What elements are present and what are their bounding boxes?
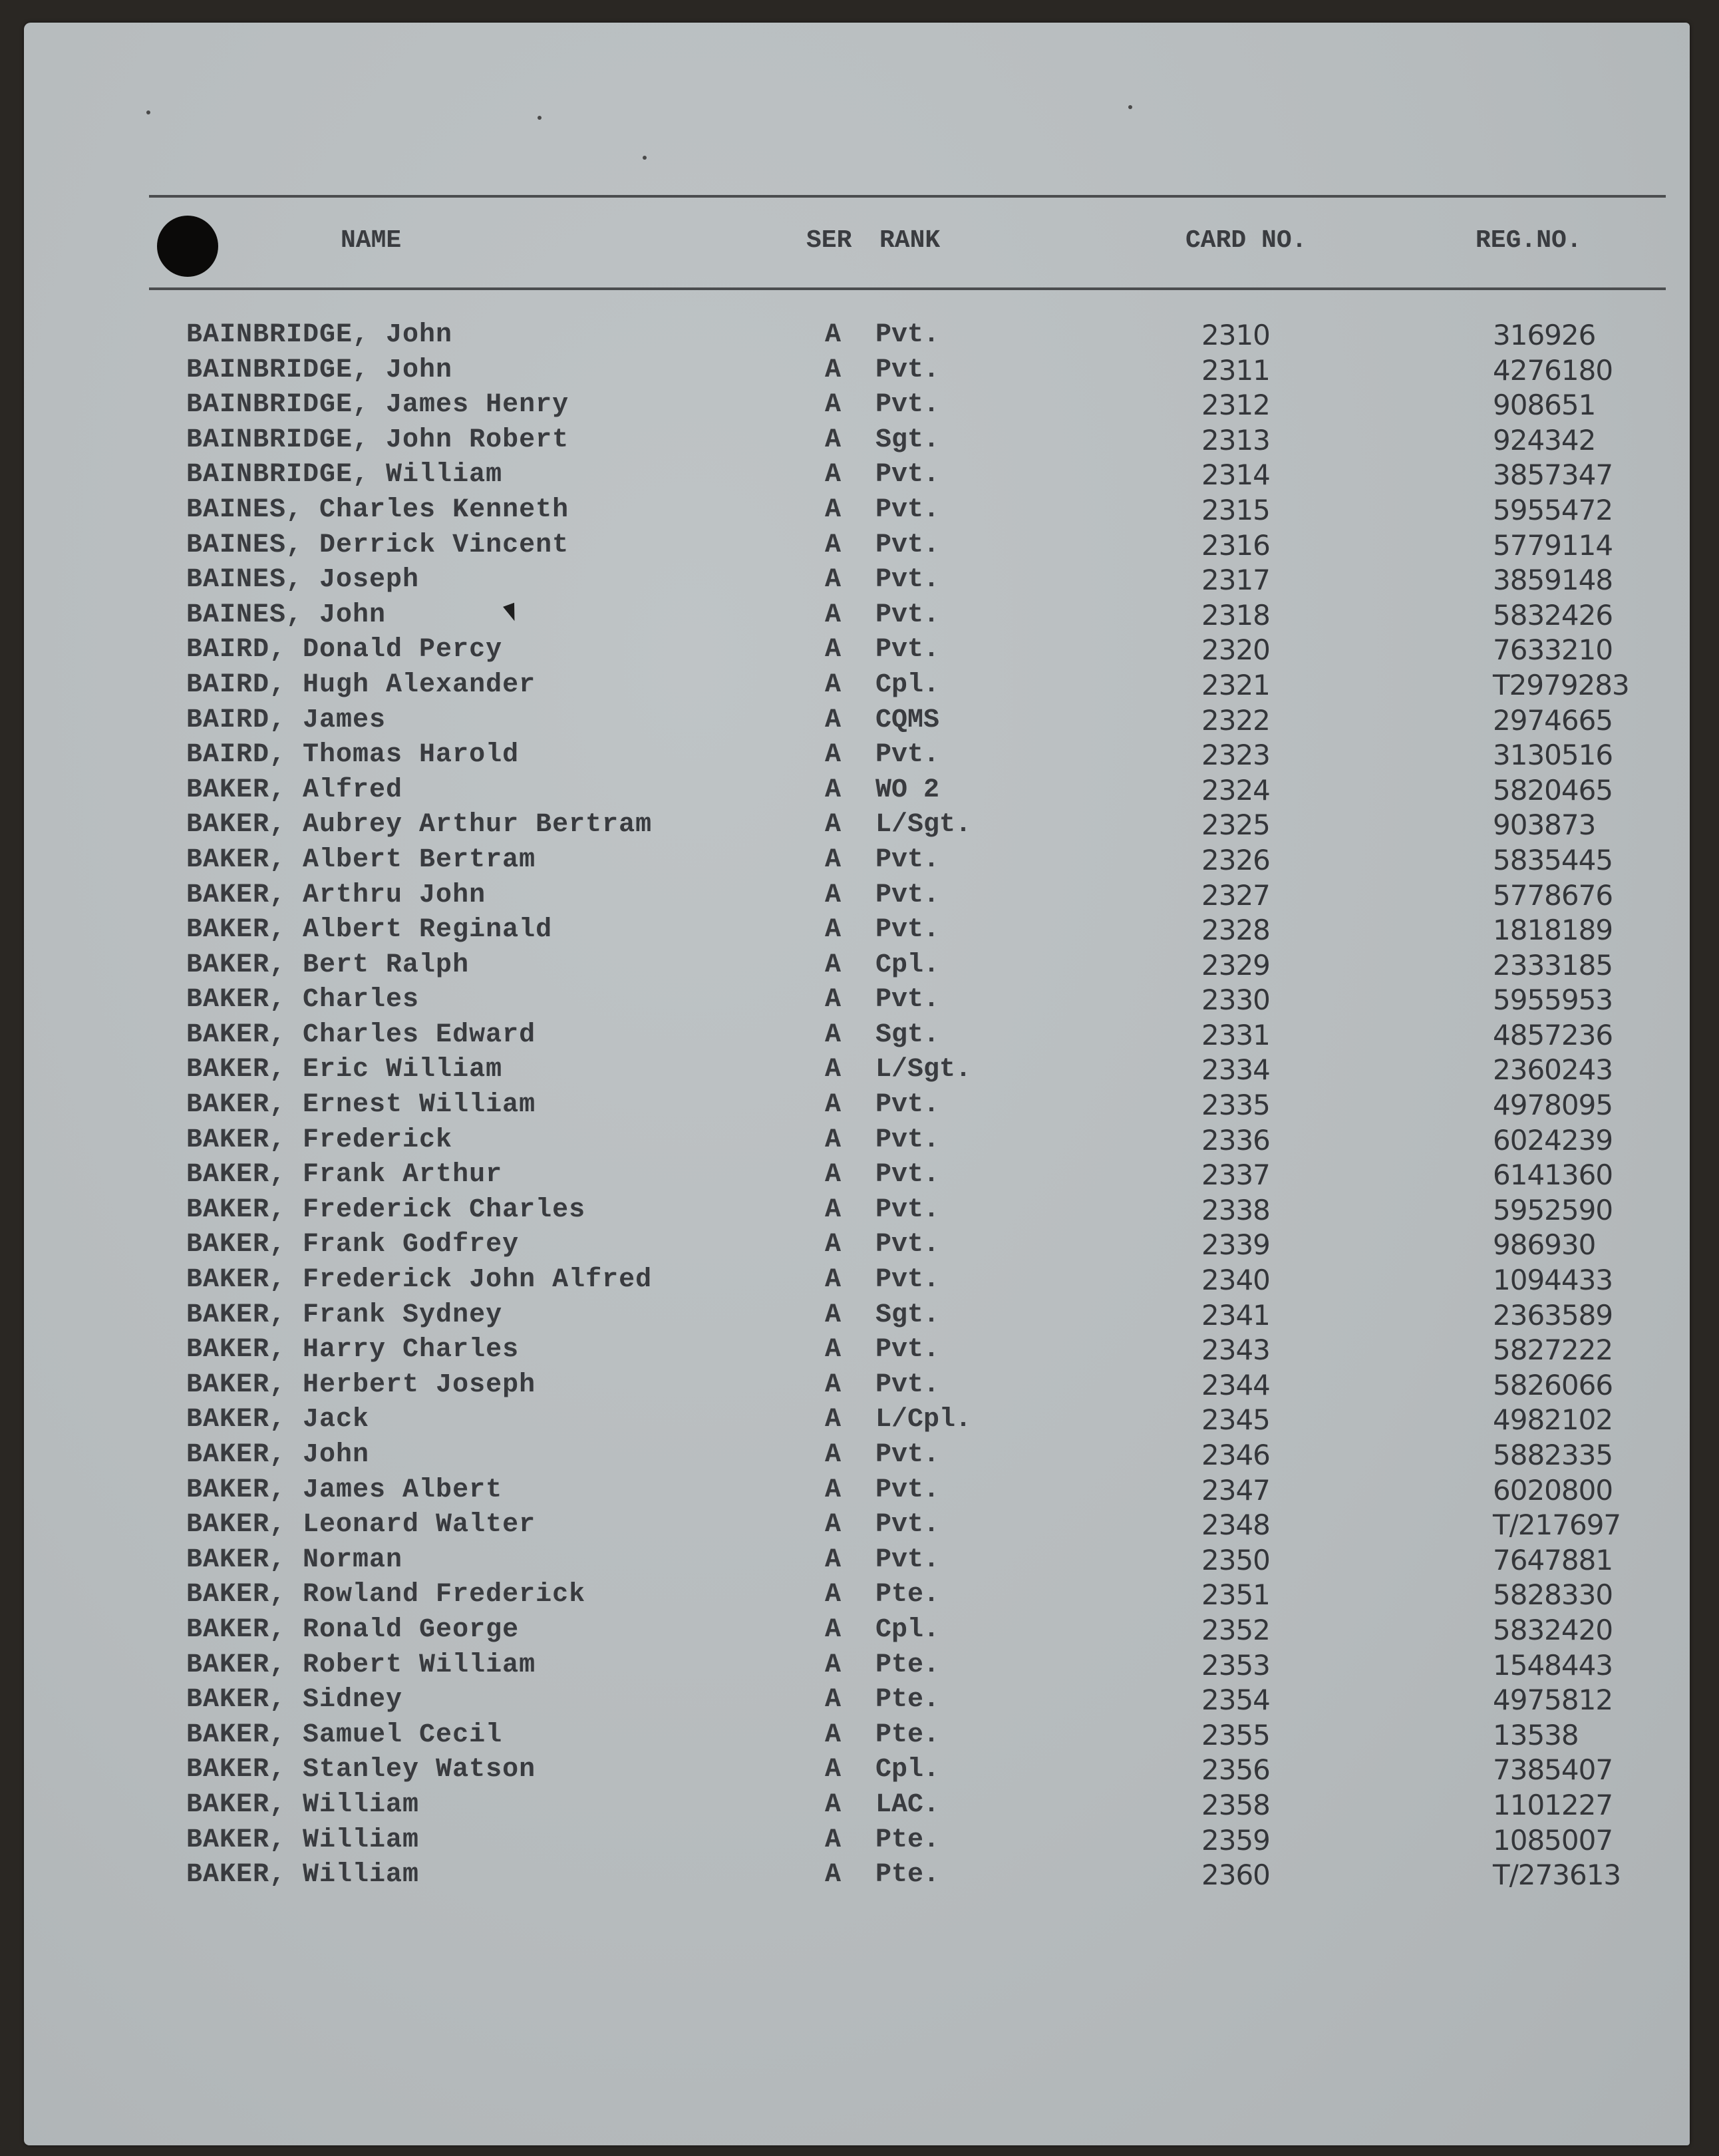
row-reg-no: 3130516 [1493, 739, 1613, 772]
row-card-no: 2339 [1201, 1228, 1270, 1262]
row-rank: Pvt. [875, 635, 940, 665]
row-ser: A [825, 985, 842, 1015]
header-reg-no: REG.NO. [1476, 226, 1582, 255]
row-card-no: 2327 [1201, 878, 1270, 912]
row-card-no: 2348 [1201, 1509, 1270, 1542]
row-card-no: 2354 [1201, 1684, 1270, 1717]
row-name: BAKER, Alfred [186, 775, 403, 805]
table-row [0, 1263, 1719, 1298]
table-row [0, 1473, 1719, 1509]
row-reg-no: 4857236 [1493, 1018, 1613, 1051]
row-ser: A [825, 1719, 842, 1750]
row-name: BAKER, Robert William [186, 1650, 536, 1680]
header-top-rule [149, 195, 1666, 198]
row-card-no: 2335 [1201, 1089, 1270, 1122]
paper-speck [643, 156, 647, 160]
row-card-no: 2355 [1201, 1718, 1270, 1751]
header-bottom-rule [149, 287, 1666, 290]
row-ser: A [825, 1265, 842, 1296]
row-rank: Pvt. [875, 1125, 940, 1155]
row-reg-no: 316926 [1493, 319, 1596, 351]
row-ser: A [825, 494, 842, 525]
row-card-no: 2337 [1201, 1159, 1270, 1192]
table-row [0, 423, 1719, 458]
row-ser: A [825, 1160, 842, 1190]
row-ser: A [825, 1019, 842, 1050]
row-name: BAKER, Jack [186, 1405, 370, 1435]
row-name: BAKER, Ernest William [186, 1090, 536, 1121]
table-row [0, 598, 1719, 633]
row-name: BAKER, Aubrey Arthur Bertram [186, 810, 653, 840]
row-reg-no: T2979283 [1493, 668, 1629, 701]
row-reg-no: 5955953 [1493, 984, 1613, 1017]
row-name: BAKER, Harry Charles [186, 1335, 520, 1365]
row-card-no: 2351 [1201, 1578, 1270, 1612]
row-ser: A [825, 1369, 842, 1400]
table-row [0, 1823, 1719, 1859]
row-card-no: 2338 [1201, 1193, 1270, 1226]
table-row [0, 878, 1719, 914]
row-reg-no: 2974665 [1493, 703, 1613, 737]
row-name: BAKER, Frank Arthur [186, 1160, 503, 1190]
row-name: BAKER, Frederick Charles [186, 1194, 586, 1225]
table-row [0, 738, 1719, 773]
row-name: BAINBRIDGE, William [186, 460, 503, 490]
row-rank: L/Cpl. [875, 1405, 972, 1435]
row-rank: Pvt. [875, 494, 940, 525]
row-ser: A [825, 425, 842, 455]
row-name: BAKER, Frederick [186, 1125, 453, 1155]
row-rank: WO 2 [875, 775, 940, 805]
row-reg-no: 2360243 [1493, 1053, 1613, 1087]
row-ser: A [825, 1055, 842, 1085]
row-name: BAIRD, Hugh Alexander [186, 669, 536, 700]
row-name: BAKER, James Albert [186, 1475, 503, 1505]
row-card-no: 2344 [1201, 1368, 1270, 1401]
row-reg-no: 4975812 [1493, 1684, 1613, 1717]
row-card-no: 2321 [1201, 668, 1270, 701]
row-name: BAINES, Derrick Vincent [186, 530, 569, 560]
row-name: BAKER, Stanley Watson [186, 1755, 536, 1785]
row-ser: A [825, 1125, 842, 1155]
row-ser: A [825, 600, 842, 630]
header-rank: RANK [879, 226, 941, 255]
row-card-no: 2326 [1201, 843, 1270, 876]
row-card-no: 2356 [1201, 1753, 1270, 1787]
column-headers [0, 226, 1719, 260]
row-rank: Pvt. [875, 320, 940, 350]
row-ser: A [825, 1440, 842, 1470]
row-rank: LAC. [875, 1789, 940, 1820]
row-reg-no: 6020800 [1493, 1473, 1613, 1507]
table-row [0, 633, 1719, 668]
row-rank: Cpl. [875, 950, 940, 980]
row-card-no: 2329 [1201, 948, 1270, 982]
row-card-no: 2345 [1201, 1403, 1270, 1437]
table-row [0, 1683, 1719, 1718]
row-ser: A [825, 950, 842, 980]
row-reg-no: 5820465 [1493, 773, 1613, 807]
row-reg-no: 5778676 [1493, 878, 1613, 912]
table-row [0, 563, 1719, 598]
row-card-no: 2330 [1201, 984, 1270, 1017]
row-reg-no: 5779114 [1493, 528, 1613, 562]
row-reg-no: 986930 [1493, 1228, 1596, 1262]
row-name: BAKER, Albert Reginald [186, 915, 553, 946]
row-ser: A [825, 775, 842, 805]
row-reg-no: 924342 [1493, 423, 1596, 456]
row-rank: Cpl. [875, 669, 940, 700]
row-reg-no: 5827222 [1493, 1334, 1613, 1367]
row-card-no: 2346 [1201, 1439, 1270, 1471]
row-reg-no: T/273613 [1493, 1859, 1621, 1892]
row-name: BAIRD, James [186, 705, 387, 735]
row-rank: Pvt. [875, 880, 940, 910]
row-name: BAKER, Herbert Joseph [186, 1369, 536, 1400]
row-name: BAKER, Norman [186, 1544, 403, 1575]
row-card-no: 2328 [1201, 914, 1270, 947]
row-ser: A [825, 1300, 842, 1330]
row-rank: L/Sgt. [875, 810, 972, 840]
row-ser: A [825, 740, 842, 771]
row-card-no: 2360 [1201, 1859, 1270, 1892]
table-row [0, 1648, 1719, 1684]
row-rank: Sgt. [875, 1019, 940, 1050]
table-row [0, 493, 1719, 528]
row-reg-no: 4276180 [1493, 353, 1613, 387]
row-rank: Sgt. [875, 1300, 940, 1330]
row-rank: Pte. [875, 1825, 940, 1855]
row-reg-no: 5832420 [1493, 1613, 1613, 1646]
row-ser: A [825, 320, 842, 350]
row-rank: L/Sgt. [875, 1055, 972, 1085]
row-name: BAKER, Arthru John [186, 880, 486, 910]
row-name: BAIRD, Donald Percy [186, 635, 503, 665]
row-ser: A [825, 810, 842, 840]
table-row [0, 528, 1719, 564]
row-rank: Pvt. [875, 530, 940, 560]
row-ser: A [825, 1650, 842, 1680]
row-rank: CQMS [875, 705, 940, 735]
row-reg-no: 3857347 [1493, 458, 1613, 492]
table-row [0, 353, 1719, 389]
row-name: BAINES, Charles Kenneth [186, 494, 569, 525]
row-ser: A [825, 460, 842, 490]
table-row [0, 1753, 1719, 1788]
row-rank: Pte. [875, 1860, 940, 1890]
row-rank: Pvt. [875, 1230, 940, 1260]
row-reg-no: 5952590 [1493, 1193, 1613, 1226]
row-rank: Pvt. [875, 355, 940, 385]
table-row [0, 913, 1719, 948]
table-row [0, 1018, 1719, 1053]
row-card-no: 2313 [1201, 423, 1270, 456]
row-ser: A [825, 1090, 842, 1121]
row-reg-no: 6141360 [1493, 1159, 1613, 1192]
row-reg-no: 4978095 [1493, 1089, 1613, 1122]
row-name: BAKER, Samuel Cecil [186, 1719, 503, 1750]
table-row [0, 1228, 1719, 1263]
row-card-no: 2310 [1201, 319, 1270, 351]
row-card-no: 2358 [1201, 1788, 1270, 1821]
table-row [0, 1298, 1719, 1334]
row-card-no: 2320 [1201, 633, 1270, 667]
row-name: BAINES, Joseph [186, 565, 420, 596]
row-reg-no: 1818189 [1493, 914, 1613, 947]
row-rank: Pvt. [875, 1544, 940, 1575]
row-ser: A [825, 844, 842, 875]
row-reg-no: T/217697 [1493, 1509, 1621, 1542]
row-ser: A [825, 390, 842, 421]
row-rank: Pvt. [875, 1440, 940, 1470]
row-ser: A [825, 1860, 842, 1890]
row-ser: A [825, 1475, 842, 1505]
row-name: BAKER, William [186, 1825, 420, 1855]
row-ser: A [825, 880, 842, 910]
row-card-no: 2318 [1201, 598, 1270, 631]
row-ser: A [825, 635, 842, 665]
row-name: BAKER, Albert Bertram [186, 844, 536, 875]
row-card-no: 2331 [1201, 1018, 1270, 1051]
row-name: BAKER, Frank Godfrey [186, 1230, 520, 1260]
row-rank: Cpl. [875, 1614, 940, 1645]
table-row [0, 1543, 1719, 1578]
row-rank: Pvt. [875, 1369, 940, 1400]
row-name: BAINBRIDGE, John Robert [186, 425, 569, 455]
row-card-no: 2322 [1201, 703, 1270, 737]
row-reg-no: 4982102 [1493, 1403, 1613, 1437]
row-reg-no: 7633210 [1493, 633, 1613, 667]
row-card-no: 2311 [1201, 353, 1270, 387]
row-name: BAKER, Eric William [186, 1055, 503, 1085]
row-name: BAKER, Leonard Walter [186, 1510, 536, 1540]
row-reg-no: 2363589 [1493, 1298, 1613, 1332]
row-rank: Pvt. [875, 985, 940, 1015]
row-ser: A [825, 1755, 842, 1785]
row-rank: Pvt. [875, 1160, 940, 1190]
row-name: BAINBRIDGE, John [186, 355, 453, 385]
row-reg-no: 903873 [1493, 808, 1596, 842]
row-reg-no: 7385407 [1493, 1753, 1613, 1787]
row-rank: Pvt. [875, 1475, 940, 1505]
row-card-no: 2340 [1201, 1264, 1270, 1297]
table-row [0, 983, 1719, 1018]
row-ser: A [825, 530, 842, 560]
row-card-no: 2314 [1201, 458, 1270, 492]
table-row [0, 1158, 1719, 1193]
row-rank: Pvt. [875, 1335, 940, 1365]
table-row [0, 1053, 1719, 1088]
row-reg-no: 5882335 [1493, 1439, 1613, 1471]
table-row [0, 1368, 1719, 1403]
row-name: BAKER, Frank Sydney [186, 1300, 503, 1330]
row-name: BAKER, Bert Ralph [186, 950, 470, 980]
table-row [0, 1123, 1719, 1159]
row-rank: Pvt. [875, 740, 940, 771]
table-row [0, 1088, 1719, 1123]
row-reg-no: 5955472 [1493, 493, 1613, 526]
table-row [0, 1613, 1719, 1648]
row-reg-no: 13538 [1493, 1718, 1579, 1751]
table-row [0, 388, 1719, 423]
row-card-no: 2312 [1201, 389, 1270, 422]
row-name: BAKER, Ronald George [186, 1614, 520, 1645]
row-name: BAKER, Charles Edward [186, 1019, 536, 1050]
row-name: BAINBRIDGE, James Henry [186, 390, 569, 421]
row-reg-no: 1101227 [1493, 1788, 1613, 1821]
row-name: BAINES, John [186, 600, 387, 630]
row-card-no: 2353 [1201, 1648, 1270, 1682]
row-name: BAINBRIDGE, John [186, 320, 453, 350]
row-card-no: 2316 [1201, 528, 1270, 562]
header-ser: SER [806, 226, 852, 255]
row-name: BAKER, Charles [186, 985, 420, 1015]
row-reg-no: 6024239 [1493, 1123, 1613, 1157]
row-rank: Pte. [875, 1650, 940, 1680]
paper-speck [146, 110, 150, 114]
record-list [0, 318, 1719, 1893]
table-row [0, 1438, 1719, 1473]
table-row [0, 808, 1719, 843]
row-ser: A [825, 1580, 842, 1610]
row-card-no: 2343 [1201, 1334, 1270, 1367]
table-row [0, 318, 1719, 353]
table-row [0, 668, 1719, 703]
table-row [0, 1403, 1719, 1438]
row-rank: Sgt. [875, 425, 940, 455]
row-rank: Pvt. [875, 1090, 940, 1121]
row-rank: Pvt. [875, 390, 940, 421]
row-card-no: 2359 [1201, 1823, 1270, 1857]
row-reg-no: 5826066 [1493, 1368, 1613, 1401]
row-card-no: 2334 [1201, 1053, 1270, 1087]
row-ser: A [825, 1614, 842, 1645]
row-ser: A [825, 355, 842, 385]
table-row [0, 1858, 1719, 1893]
row-reg-no: 5832426 [1493, 598, 1613, 631]
row-ser: A [825, 1789, 842, 1820]
row-reg-no: 908651 [1493, 389, 1596, 422]
paper-speck [538, 116, 542, 120]
row-card-no: 2325 [1201, 808, 1270, 842]
row-ser: A [825, 705, 842, 735]
row-rank: Pte. [875, 1580, 940, 1610]
row-reg-no: 1548443 [1493, 1648, 1613, 1682]
row-reg-no: 1094433 [1493, 1264, 1613, 1297]
table-row [0, 1578, 1719, 1613]
row-name: BAKER, William [186, 1789, 420, 1820]
row-rank: Pvt. [875, 1265, 940, 1296]
row-card-no: 2324 [1201, 773, 1270, 807]
row-name: BAKER, John [186, 1440, 370, 1470]
row-card-no: 2347 [1201, 1473, 1270, 1507]
row-ser: A [825, 565, 842, 596]
table-row [0, 1718, 1719, 1753]
row-rank: Pvt. [875, 565, 940, 596]
row-reg-no: 3859148 [1493, 564, 1613, 597]
row-ser: A [825, 1335, 842, 1365]
row-rank: Pvt. [875, 460, 940, 490]
row-rank: Cpl. [875, 1755, 940, 1785]
row-ser: A [825, 669, 842, 700]
table-row [0, 773, 1719, 808]
row-ser: A [825, 1230, 842, 1260]
row-rank: Pvt. [875, 600, 940, 630]
row-rank: Pvt. [875, 1510, 940, 1540]
row-ser: A [825, 915, 842, 946]
row-card-no: 2350 [1201, 1543, 1270, 1576]
table-row [0, 1508, 1719, 1543]
row-ser: A [825, 1405, 842, 1435]
row-name: BAKER, Frederick John Alfred [186, 1265, 653, 1296]
header-card-no: CARD NO. [1185, 226, 1307, 255]
table-row [0, 1333, 1719, 1368]
row-card-no: 2352 [1201, 1613, 1270, 1646]
row-reg-no: 2333185 [1493, 948, 1613, 982]
row-rank: Pte. [875, 1685, 940, 1715]
row-rank: Pvt. [875, 915, 940, 946]
row-ser: A [825, 1825, 842, 1855]
row-ser: A [825, 1685, 842, 1715]
row-rank: Pvt. [875, 1194, 940, 1225]
paper-speck [1128, 105, 1132, 109]
row-rank: Pte. [875, 1719, 940, 1750]
row-card-no: 2341 [1201, 1298, 1270, 1332]
row-name: BAKER, William [186, 1860, 420, 1890]
row-card-no: 2315 [1201, 493, 1270, 526]
row-reg-no: 7647881 [1493, 1543, 1613, 1576]
row-reg-no: 1085007 [1493, 1823, 1613, 1857]
row-ser: A [825, 1194, 842, 1225]
row-reg-no: 5835445 [1493, 843, 1613, 876]
row-card-no: 2336 [1201, 1123, 1270, 1157]
row-card-no: 2317 [1201, 564, 1270, 597]
table-row [0, 458, 1719, 493]
row-ser: A [825, 1510, 842, 1540]
row-name: BAIRD, Thomas Harold [186, 740, 520, 771]
row-reg-no: 5828330 [1493, 1578, 1613, 1612]
table-row [0, 703, 1719, 739]
table-row [0, 1788, 1719, 1823]
row-ser: A [825, 1544, 842, 1575]
table-row [0, 948, 1719, 984]
table-row [0, 1193, 1719, 1228]
table-row [0, 843, 1719, 878]
row-rank: Pvt. [875, 844, 940, 875]
row-card-no: 2323 [1201, 739, 1270, 772]
header-name: NAME [341, 226, 402, 255]
row-name: BAKER, Sidney [186, 1685, 403, 1715]
row-name: BAKER, Rowland Frederick [186, 1580, 586, 1610]
